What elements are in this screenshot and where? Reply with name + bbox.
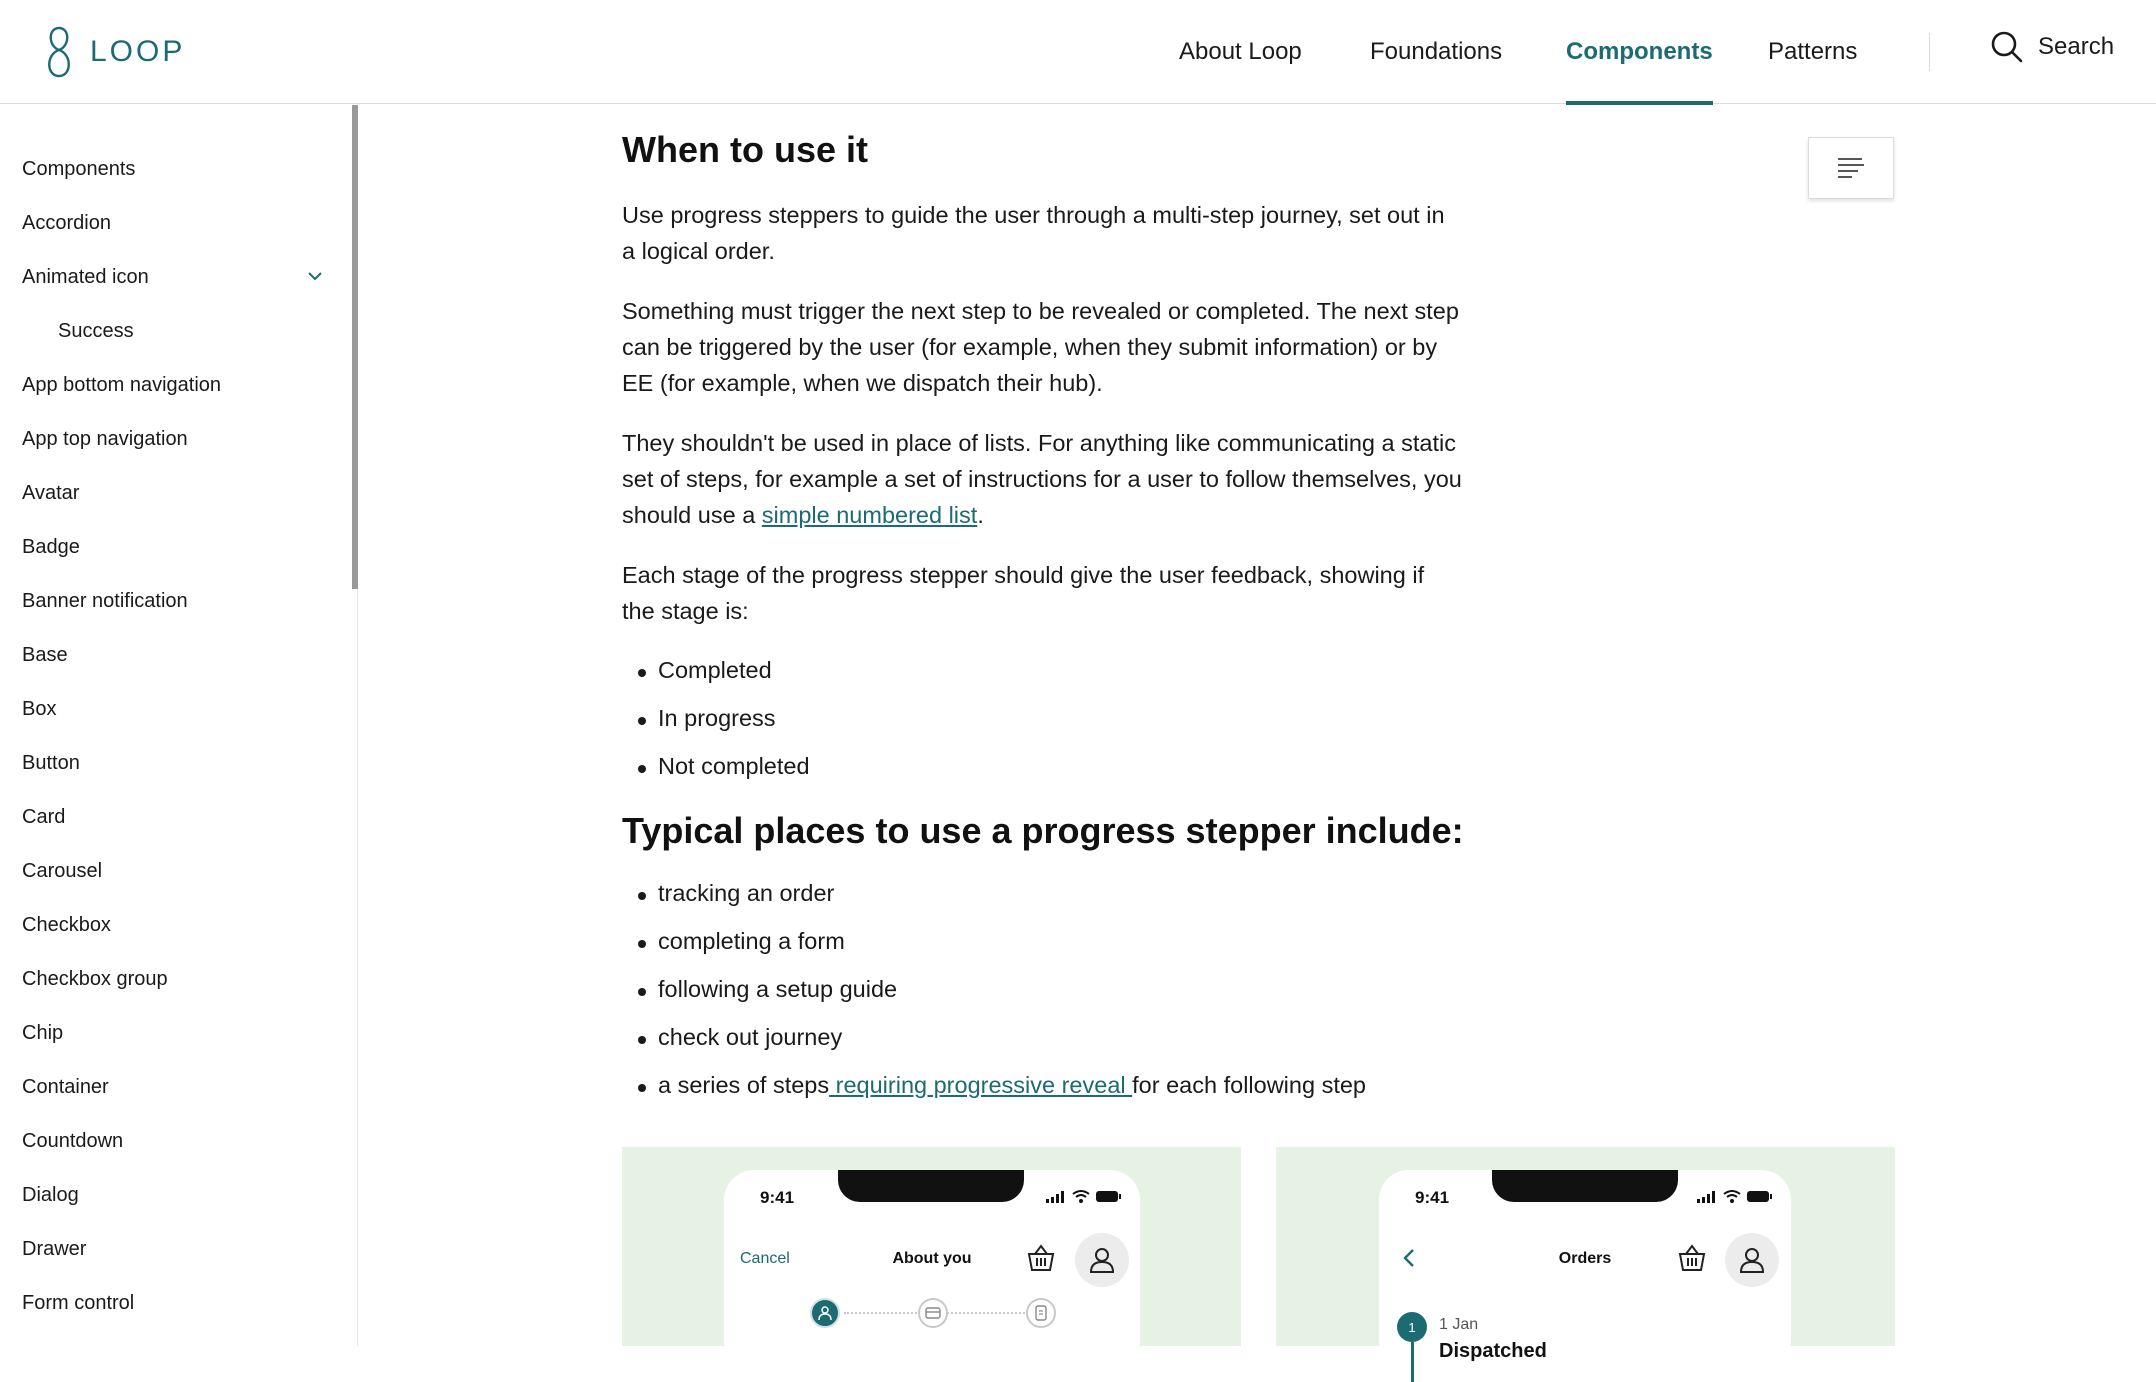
order-status-title: Dispatched [1439, 1340, 1547, 1362]
order-date: 1 Jan [1439, 1316, 1479, 1333]
account-button[interactable] [1075, 1233, 1129, 1287]
cancel-button[interactable]: Cancel [740, 1250, 790, 1267]
sidebar-item-carousel[interactable]: Carousel [22, 860, 103, 882]
sidebar-item-drawer[interactable]: Drawer [22, 1238, 87, 1260]
step-review [1026, 1298, 1056, 1328]
sidebar-item-success[interactable]: Success [58, 320, 134, 342]
user-icon [817, 1305, 833, 1321]
loop-logo[interactable] [42, 24, 185, 80]
nav-divider [1929, 33, 1930, 71]
site-header [0, 0, 2156, 104]
sidebar-item-accordion[interactable]: Accordion [22, 212, 111, 234]
logo-text: LOOP [90, 35, 186, 68]
phone-mockup [1379, 1170, 1791, 1370]
search-button[interactable] [1990, 30, 2114, 64]
signal-icon [1046, 1191, 1066, 1203]
sidebar-item-components[interactable]: Components [22, 158, 136, 180]
list-item: following a setup guide [636, 976, 897, 1003]
example-panel-about-you [622, 1147, 1241, 1346]
sidebar-item-chip[interactable]: Chip [22, 1022, 64, 1044]
simple-numbered-list-link[interactable]: simple numbered list [761, 502, 978, 528]
heading-typical-places: Typical places to use a progress stepper include: [622, 810, 1464, 851]
sidebar-item-dialog[interactable]: Dialog [22, 1184, 79, 1206]
sidebar-item-base[interactable]: Base [22, 644, 68, 666]
sidebar-item-app-top-navigation[interactable]: App top navigation [22, 428, 188, 450]
card-icon [925, 1307, 941, 1319]
nav-about-loop[interactable]: About Loop [1179, 38, 1302, 65]
nav-foundations[interactable]: Foundations [1370, 38, 1503, 65]
list-item: Completed [636, 657, 772, 684]
status-time: 9:41 [1415, 1188, 1450, 1207]
list-item: tracking an order [636, 880, 834, 907]
document-icon [1035, 1305, 1047, 1321]
wifi-icon [1072, 1190, 1090, 1203]
sidebar-item-app-bottom-navigation[interactable]: App bottom navigation [22, 374, 222, 396]
basket-icon[interactable] [1677, 1244, 1707, 1272]
nav-components[interactable]: Components [1566, 0, 1713, 104]
sidebar-item-form-control[interactable]: Form control [22, 1292, 135, 1314]
sidebar-item-banner-notification[interactable]: Banner notification [22, 590, 188, 612]
paragraph-lists: They shouldn't be used in place of lists. For anything like communicating a static set of steps, for example a set of instructions for a user to follow themselves, you should use a simple numbered list. [622, 430, 1462, 528]
heading-when-to-use: When to use it [622, 129, 868, 170]
table-of-contents-button[interactable] [1808, 137, 1894, 199]
sidebar-item-countdown[interactable]: Countdown [22, 1130, 124, 1152]
screen-title: Orders [1558, 1250, 1612, 1267]
example-panel-orders [1276, 1147, 1895, 1362]
toc-lines-icon [1836, 156, 1866, 180]
sidebar-item-checkbox[interactable]: Checkbox [22, 914, 111, 936]
sidebar-scrollbar[interactable] [352, 105, 358, 589]
nav-patterns[interactable]: Patterns [1768, 38, 1858, 65]
phone-notch [1492, 1170, 1678, 1202]
sidebar-item-card[interactable]: Card [22, 806, 66, 828]
user-icon [1738, 1246, 1766, 1274]
step-about-you [810, 1298, 840, 1328]
basket-icon[interactable] [1026, 1244, 1056, 1272]
progressive-reveal-link[interactable]: requiring progressive reveal [829, 1072, 1133, 1098]
phone-notch [838, 1170, 1024, 1202]
sidebar-item-box[interactable]: Box [22, 698, 57, 720]
order-timeline-line [1411, 1342, 1414, 1382]
sidebar-item-badge[interactable]: Badge [22, 536, 80, 558]
search-label: Search [2038, 33, 2115, 60]
account-button[interactable] [1725, 1233, 1779, 1287]
phone-mockup [724, 1170, 1140, 1370]
sidebar-item-button[interactable]: Button [22, 752, 80, 774]
status-time: 9:41 [760, 1188, 795, 1207]
list-item: In progress [636, 705, 776, 732]
paragraph-intro: Use progress steppers to guide the user through a multi-step journey, set out in a logical order. [622, 202, 1445, 264]
list-item: completing a form [636, 928, 845, 955]
battery-icon [1096, 1190, 1122, 1203]
search-icon [1990, 30, 2024, 64]
paragraph-feedback: Each stage of the progress stepper should give the user feedback, showing if the stage is: [622, 562, 1425, 624]
wifi-icon [1723, 1190, 1741, 1203]
screen-title: About you [892, 1250, 972, 1267]
loop-logo-icon [42, 24, 76, 80]
sidebar-item-container[interactable]: Container [22, 1076, 109, 1098]
sidebar-item-animated-icon[interactable]: Animated icon [22, 266, 149, 288]
paragraph-trigger: Something must trigger the next step to be revealed or completed. The next step can be triggered by the user (for example, when they submit information) or by EE (for example, when we dispatch their hub). [622, 298, 1459, 396]
list-item: check out journey [636, 1024, 842, 1051]
user-icon [1088, 1246, 1116, 1274]
sidebar-item-avatar[interactable]: Avatar [22, 482, 80, 504]
status-icons [1046, 1190, 1122, 1203]
sidebar-nav [0, 105, 358, 1346]
signal-icon [1697, 1191, 1717, 1203]
sidebar-item-checkbox-group[interactable]: Checkbox group [22, 968, 168, 990]
status-icons [1697, 1190, 1773, 1203]
order-step-number: 1 [1397, 1312, 1427, 1342]
list-item: Not completed [636, 753, 810, 780]
battery-icon [1747, 1190, 1773, 1203]
step-payment [918, 1298, 948, 1328]
chevron-down-icon[interactable] [306, 270, 324, 282]
list-item: a series of steps requiring progressive reveal for each following step [636, 1072, 1366, 1099]
